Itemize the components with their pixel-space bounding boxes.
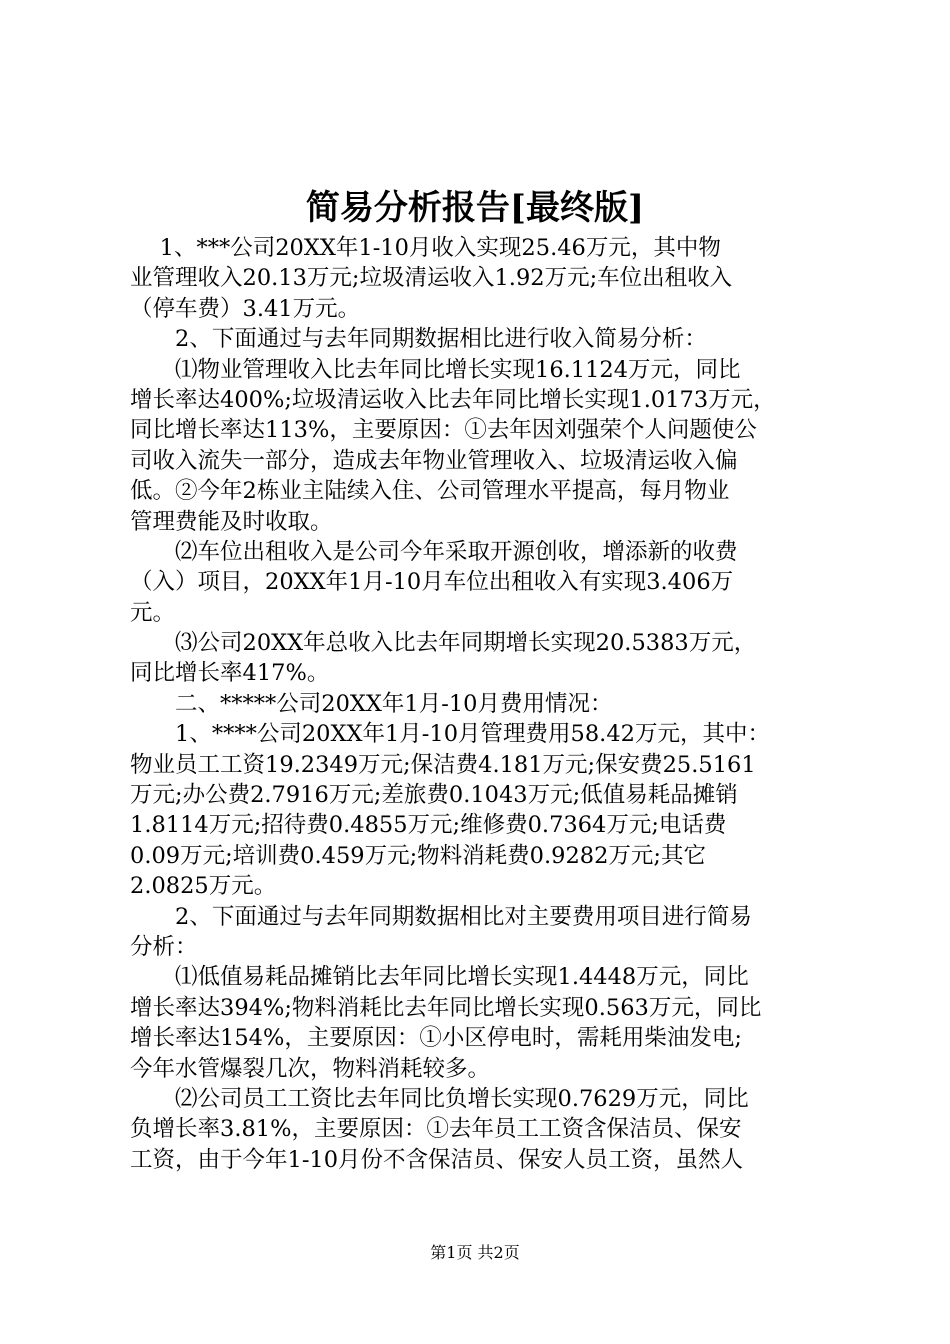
body-line: 增长率达394%;物料消耗比去年同比增长实现0.563万元，同比 xyxy=(130,994,762,1021)
body-line: 分析： xyxy=(130,933,198,960)
body-line: ⑴低值易耗品摊销比去年同比增长实现1.4448万元，同比 xyxy=(130,964,749,991)
page-number-footer: 第1页 共2页 xyxy=(430,1243,520,1262)
document-body xyxy=(130,233,830,1175)
body-line: 负增长率3.81%，主要原因：①去年员工工资含保洁员、保安 xyxy=(130,1116,742,1143)
body-line: 2、下面通过与去年同期数据相比对主要费用项目进行简易 xyxy=(130,903,752,930)
document-title: 简易分析报告[最终版] xyxy=(305,188,645,228)
body-line: 2.0825万元。 xyxy=(130,873,277,900)
body-line: （停车费）3.41万元。 xyxy=(130,295,361,322)
body-line: ⑵公司员工工资比去年同比负增长实现0.7629万元，同比 xyxy=(130,1085,749,1112)
body-line: 物业员工工资19.2349万元;保洁费4.181万元;保安费25.5161 xyxy=(130,751,756,778)
body-line: 今年水管爆裂几次，物料消耗较多。 xyxy=(130,1055,491,1082)
body-line: ⑶公司20XX年总收入比去年同期增长实现20.5383万元， xyxy=(130,630,757,657)
body-line: 同比增长率417%。 xyxy=(130,660,330,687)
body-line: ⑵车位出租收入是公司今年采取开源创收，增添新的收费 xyxy=(130,538,738,565)
body-line: 2、下面通过与去年同期数据相比进行收入简易分析： xyxy=(130,326,707,353)
body-line: 管理费能及时收取。 xyxy=(130,508,333,535)
body-line: 工资，由于今年1-10月份不含保洁员、保安人员工资，虽然人 xyxy=(130,1146,744,1173)
body-line: ⑴物业管理收入比去年同比增长实现16.1124万元，同比 xyxy=(130,356,741,383)
body-line: 0.09万元;培训费0.459万元;物料消耗费0.9282万元;其它 xyxy=(130,842,706,869)
body-line: 增长率达154%，主要原因：①小区停电时，需耗用柴油发电; xyxy=(130,1025,742,1052)
body-line: 增长率达400%;垃圾清运收入比去年同比增长实现1.0173万元， xyxy=(130,386,776,413)
body-line: 同比增长率达113%，主要原因：①去年因刘强荣个人问题使公 xyxy=(130,417,757,444)
body-line: 1.8114万元;招待费0.4855万元;维修费0.7364万元;电话费 xyxy=(130,812,727,839)
body-line: 二、*****公司20XX年1月-10月费用情况： xyxy=(130,690,613,717)
body-line: 低。②今年2栋业主陆续入住、公司管理水平提高，每月物业 xyxy=(130,478,730,505)
body-line: 业管理收入20.13万元;垃圾清运收入1.92万元;车位出租收入 xyxy=(130,265,733,292)
body-line: 元。 xyxy=(130,599,176,626)
body-line: 1、***公司20XX年1-10月收入实现25.46万元，其中物 xyxy=(130,235,721,261)
body-line: （入）项目，20XX年1月-10月车位出租收入有实现3.406万 xyxy=(130,569,734,596)
body-line: 司收入流失一部分，造成去年物业管理收入、垃圾清运收入偏 xyxy=(130,447,738,474)
body-line: 1、****公司20XX年1月-10月管理费用58.42万元，其中： xyxy=(130,721,770,748)
body-line: 万元;办公费2.7916万元;差旅费0.1043万元;低值易耗品摊销 xyxy=(130,782,738,809)
